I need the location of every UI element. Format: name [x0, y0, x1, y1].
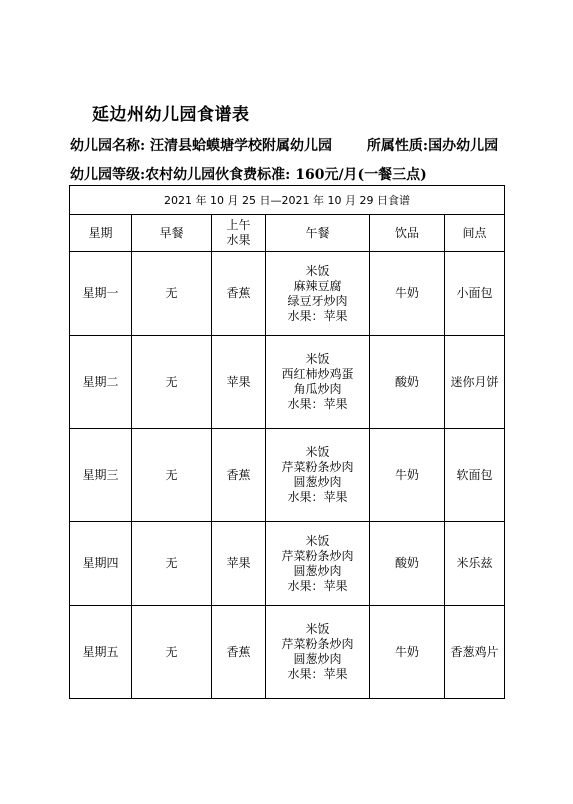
day-cell: 星期一: [70, 252, 132, 336]
drink-cell: 酸奶: [370, 336, 445, 429]
lunch-item: 米饭: [305, 445, 330, 459]
header-fruit: [212, 215, 266, 252]
table-header-row: [70, 215, 505, 252]
fruit-cell: 香蕉: [212, 606, 266, 699]
lunch-cell: [266, 336, 370, 429]
lunch-item: 西红柿炒鸡蛋: [281, 367, 354, 381]
drink-cell: 牛奶: [370, 429, 445, 522]
header-lunch: 午餐: [266, 215, 370, 252]
breakfast-cell: 无: [132, 606, 212, 699]
header-breakfast: 早餐: [132, 215, 212, 252]
level-label: 幼儿园等级:: [70, 167, 146, 183]
lunch-item: 芹菜粉条炒肉: [281, 637, 354, 651]
name-value: 汪清县蛤蟆塘学校附属幼儿园: [150, 138, 333, 154]
lunch-item: 圆葱炒肉: [293, 563, 342, 578]
table-row: [70, 429, 505, 522]
lunch-item: 水果：苹果: [287, 667, 348, 681]
lunch-cell: [266, 252, 370, 336]
lunch-item: 麻辣豆腐: [293, 278, 342, 293]
table-caption: 2021 年 10 月 25 日—2021 年 10 月 29 日食谱: [70, 186, 505, 215]
lunch-item: 米饭: [305, 352, 330, 366]
header-fruit-line2: 水果: [226, 233, 251, 247]
snack-cell: 软面包: [445, 429, 505, 522]
breakfast-cell: 无: [132, 336, 212, 429]
snack-cell: 小面包: [445, 252, 505, 336]
fee-value: 160元/月(一餐三点): [295, 167, 427, 183]
table-row: [70, 522, 505, 606]
lunch-cell: [266, 606, 370, 699]
header-snack: 间点: [445, 215, 505, 252]
breakfast-cell: 无: [132, 429, 212, 522]
lunch-item: 水果：苹果: [287, 397, 348, 411]
day-cell: 星期四: [70, 522, 132, 606]
lunch-item: 米饭: [305, 533, 330, 548]
fruit-cell: 苹果: [212, 336, 266, 429]
day-cell: 星期三: [70, 429, 132, 522]
lunch-cell: [266, 429, 370, 522]
lunch-item: 芹菜粉条炒肉: [281, 460, 354, 474]
nature-value: 国办幼儿园: [428, 138, 499, 154]
lunch-item: 圆葱炒肉: [293, 652, 342, 666]
lunch-cell: [266, 522, 370, 606]
header-drink: 饮品: [370, 215, 445, 252]
breakfast-cell: 无: [132, 252, 212, 336]
menu-table: [69, 185, 505, 699]
drink-cell: 牛奶: [370, 252, 445, 336]
lunch-item: 水果：苹果: [287, 578, 348, 593]
lunch-item: 角瓜炒肉: [293, 382, 342, 396]
table-row: [70, 252, 505, 336]
table-row: [70, 336, 505, 429]
day-cell: 星期五: [70, 606, 132, 699]
lunch-item: 圆葱炒肉: [293, 475, 342, 489]
lunch-item: 绿豆牙炒肉: [287, 293, 348, 308]
kindergarten-level-line: [70, 164, 427, 184]
name-label: 幼儿园名称:: [70, 138, 146, 154]
lunch-item: 米饭: [305, 622, 330, 636]
header-fruit-line1: 上午: [226, 218, 251, 232]
drink-cell: 牛奶: [370, 606, 445, 699]
snack-cell: 迷你月饼: [445, 336, 505, 429]
table-row: [70, 606, 505, 699]
page-title: 延边州幼儿园食谱表: [92, 105, 250, 125]
fruit-cell: 苹果: [212, 522, 266, 606]
kindergarten-info-line: [70, 135, 498, 155]
fee-label: 伙食费标准:: [215, 167, 291, 183]
lunch-item: 水果：苹果: [287, 308, 348, 323]
header-day: 星期: [70, 215, 132, 252]
drink-cell: 酸奶: [370, 522, 445, 606]
lunch-item: 米饭: [305, 263, 330, 278]
breakfast-cell: 无: [132, 522, 212, 606]
nature-label: 所属性质:: [366, 138, 429, 154]
lunch-item: 水果：苹果: [287, 490, 348, 504]
day-cell: 星期二: [70, 336, 132, 429]
fruit-cell: 香蕉: [212, 429, 266, 522]
lunch-item: 芹菜粉条炒肉: [281, 548, 354, 563]
level-value: 农村幼儿园: [145, 167, 216, 183]
snack-cell: 米乐兹: [445, 522, 505, 606]
snack-cell: 香葱鸡片: [445, 606, 505, 699]
fruit-cell: 香蕉: [212, 252, 266, 336]
